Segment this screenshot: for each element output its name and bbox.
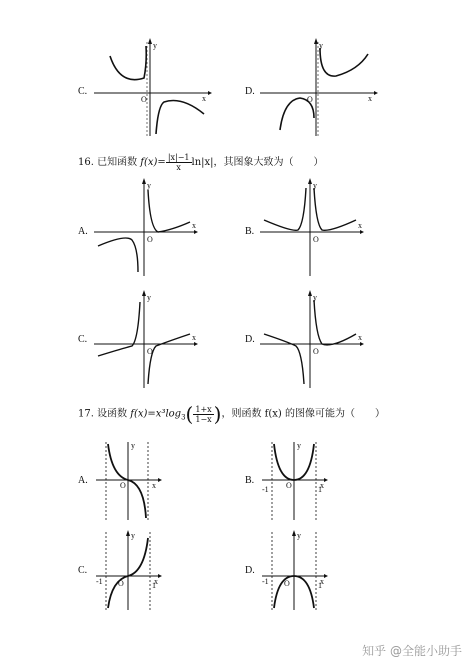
q17b-x-label: x: [320, 481, 324, 490]
q17a-y-label: y: [131, 441, 135, 450]
q16-graph-d: [258, 290, 366, 390]
q17-graph-a: [94, 440, 164, 522]
q16-graph-c: [92, 290, 200, 390]
q17c-x-label: x: [154, 577, 158, 586]
q17d-x-label: x: [320, 577, 324, 586]
q17b-pos1-label: 1: [318, 485, 322, 494]
q16-option-c-label: C.: [78, 334, 88, 345]
watermark: 知乎 @全能小助手: [362, 644, 462, 658]
q16-graph-b: [258, 178, 366, 278]
q17c-origin-label: O: [118, 579, 124, 588]
q17-option-a-label: A.: [78, 475, 88, 486]
q17a-x-label: x: [152, 481, 156, 490]
q15-option-c-label: C.: [78, 86, 88, 97]
q16d-origin-label: O: [313, 347, 319, 356]
q17d-y-label: y: [297, 531, 301, 540]
q16-prefix: 已知函数: [97, 157, 138, 168]
q16b-x-label: x: [358, 221, 362, 230]
q16-option-a-label: A.: [78, 226, 88, 237]
q17d-origin-label: O: [284, 579, 290, 588]
q15c-origin-label: O: [141, 95, 147, 104]
q15-graph-c: [92, 38, 212, 138]
q15d-x-label: x: [368, 94, 372, 103]
q16c-x-label: x: [192, 333, 196, 342]
q17-option-c-label: C.: [78, 565, 88, 576]
q17-fraction: $\frac{1+x}{1-x}$: [195, 404, 212, 424]
q17-prefix: 设函数: [97, 408, 128, 420]
q16a-y-label: y: [147, 181, 151, 190]
q15d-y-label: y: [319, 41, 323, 50]
q17-option-b-label: B.: [245, 475, 255, 486]
q16-suffix: ln|x|，其图象大致为（ ）: [191, 157, 324, 168]
q17-graph-b: [260, 440, 330, 522]
q17c-pos1-label: 1: [152, 581, 156, 590]
q16d-y-label: y: [313, 293, 317, 302]
q17c-neg1-label: -1: [96, 577, 103, 586]
q17d-pos1-label: 1: [318, 581, 322, 590]
q17b-neg1-label: -1: [262, 485, 269, 494]
q17-graph-d: [260, 530, 330, 612]
q16-question-text: [78, 153, 324, 172]
q17-fx: f(x)=x³log: [130, 408, 182, 420]
q17-question-text: 17. 设函数 $f(x)=x^3\log_3$( $\frac{1+x}{1-x}$ )，则函数 f(x) 的图像可能为（ ）: [78, 402, 385, 426]
q16a-origin-label: O: [147, 235, 153, 244]
q16b-y-label: y: [313, 181, 317, 190]
q16d-x-label: x: [358, 333, 362, 342]
q15-graph-d: [258, 38, 378, 138]
q16a-x-label: x: [192, 221, 196, 230]
q17-graph-c: [94, 530, 164, 612]
q16-graph-a: [92, 178, 200, 278]
q17b-origin-label: O: [286, 481, 292, 490]
q16-number: 16.: [78, 157, 94, 168]
q16c-y-label: y: [147, 293, 151, 302]
q16-option-b-label: B.: [245, 226, 255, 237]
q17-option-d-label: D.: [245, 565, 255, 576]
q16b-origin-label: O: [313, 235, 319, 244]
q16-fx: f(x)=: [140, 157, 166, 168]
q17-number: 17.: [78, 408, 94, 420]
q16-fraction: $\frac{|x|-1}{x}$: [167, 153, 190, 172]
q17b-y-label: y: [297, 441, 301, 450]
q15c-x-label: x: [202, 94, 206, 103]
q15c-y-label: y: [153, 41, 157, 50]
q16c-origin-label: O: [147, 347, 153, 356]
q17d-neg1-label: -1: [262, 577, 269, 586]
q17-log-base: 3: [181, 413, 186, 422]
q15d-origin-label: O: [307, 95, 313, 104]
q17c-y-label: y: [131, 531, 135, 540]
q16-option-d-label: D.: [245, 334, 255, 345]
q17a-origin-label: O: [120, 481, 126, 490]
q15-option-d-label: D.: [245, 86, 255, 97]
q17-suffix: ，则函数 f(x) 的图像可能为（ ）: [221, 408, 385, 420]
